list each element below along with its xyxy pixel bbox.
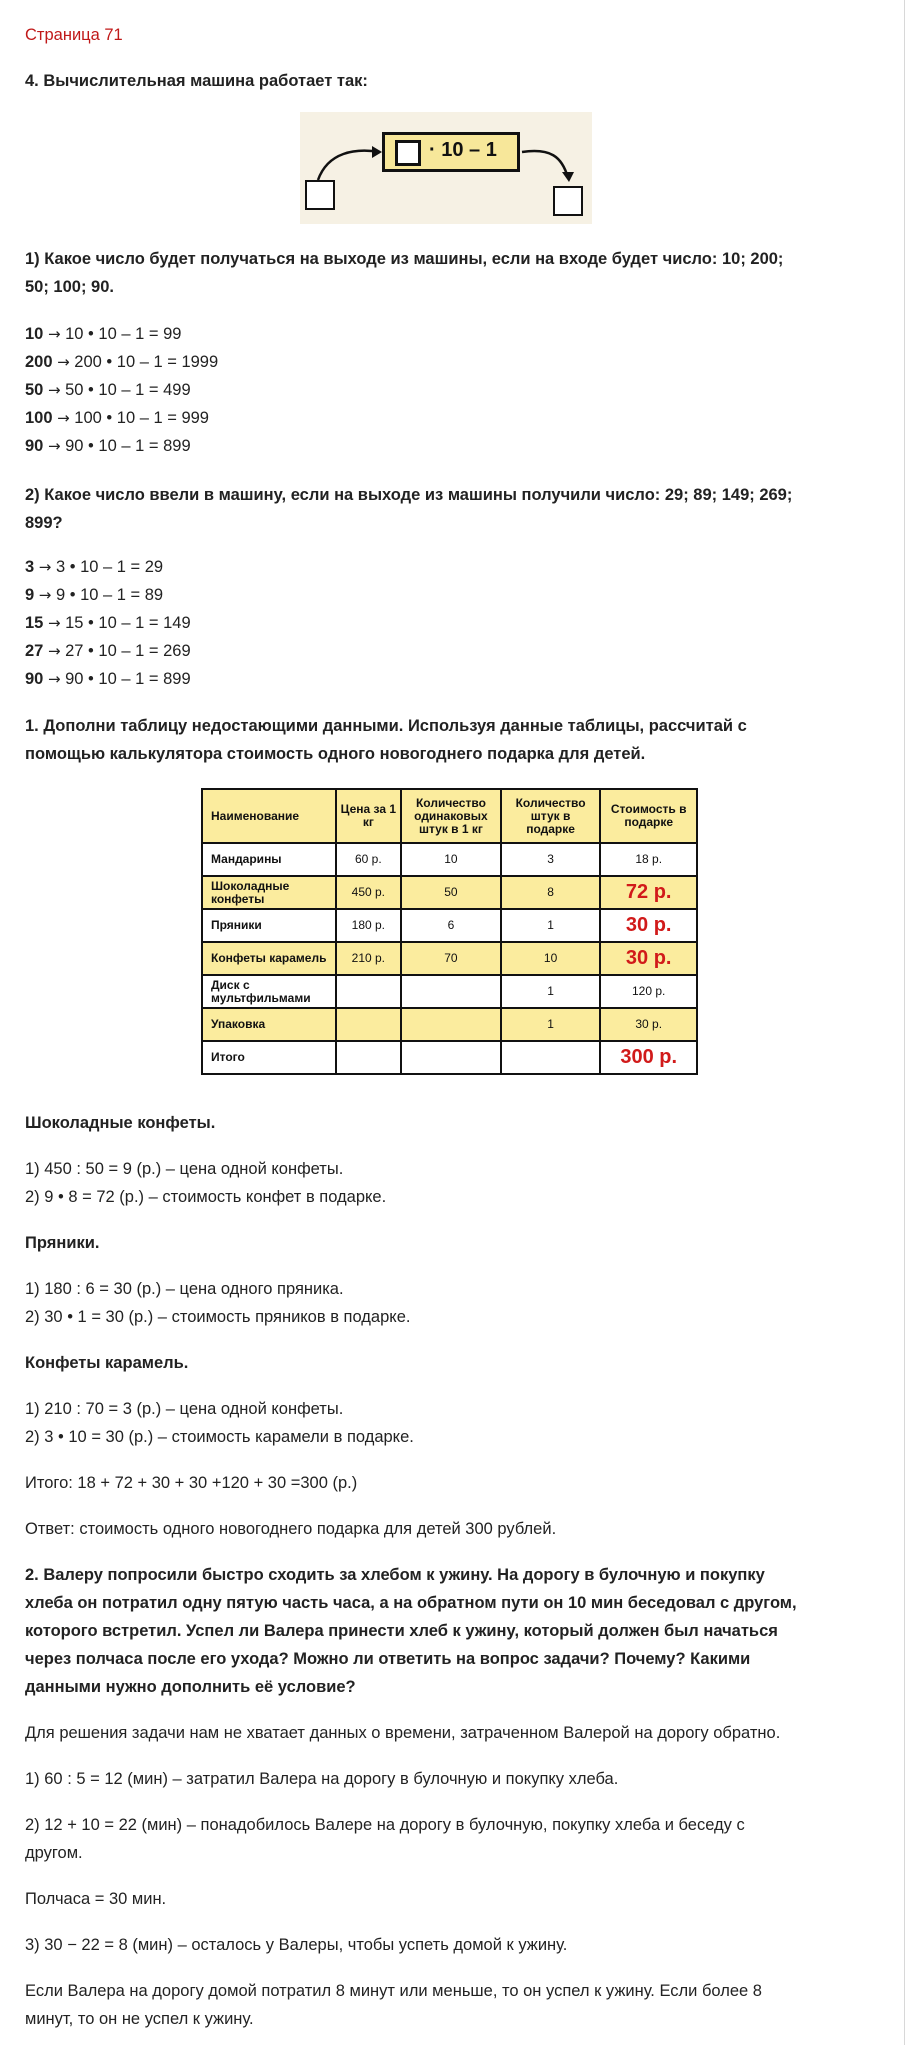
answer-expression: 15 • 10 – 1 = 149 — [60, 614, 191, 632]
answer-input: 9 — [25, 586, 35, 604]
table-cell-cost: 18 р. — [600, 843, 697, 876]
table-cell-cost: 30 р. — [600, 909, 697, 942]
table-row — [202, 942, 697, 975]
table-cell-per-kg: 70 — [401, 942, 501, 975]
answer2-row — [25, 609, 191, 637]
table-cell-per-kg: 6 — [401, 909, 501, 942]
table-cell-per-kg — [401, 1008, 501, 1041]
table-cell-name: Диск с мультфильмами — [202, 975, 336, 1008]
table-cell-cost: 120 р. — [600, 975, 697, 1008]
table-cell-in-gift: 8 — [501, 876, 601, 909]
answer-input: 90 — [25, 437, 44, 455]
task2-p3a: 2) 12 + 10 = 22 (мин) – понадобилось Валере на дорогу в булочную, покупку хлеба и беседу с — [25, 1816, 745, 1834]
answer-expression: 3 • 10 – 1 = 29 — [51, 558, 164, 576]
kar-step2: 2) 3 • 10 = 30 (р.) – стоимость карамели в подарке. — [25, 1428, 414, 1446]
table-cell-cost: 300 р. — [600, 1041, 697, 1074]
answer-input: 10 — [25, 325, 44, 343]
answer-expression: 90 • 10 – 1 = 899 — [60, 670, 191, 688]
table-cell-in-gift: 3 — [501, 843, 601, 876]
task2-p3b: другом. — [25, 1844, 83, 1862]
answer1-row — [25, 432, 191, 460]
arrow-icon: → — [47, 381, 61, 399]
gift-table — [201, 788, 698, 1075]
q1-line2: 50; 100; 90. — [25, 278, 114, 296]
table-row — [202, 975, 697, 1008]
task2-p1: Для решения задачи нам не хватает данных о времени, затраченном Валерой на дорогу обратно. — [25, 1724, 781, 1742]
table-cell-price: 210 р. — [336, 942, 401, 975]
task2-p6a: Если Валера на дорогу домой потратил 8 минут или меньше, то он успел к ужину. Если более 8 — [25, 1982, 762, 2000]
answer-expression: 100 • 10 – 1 = 999 — [69, 409, 209, 427]
table-header: Количество одинаковых штук в 1 кг — [401, 789, 501, 843]
table-cell-name: Шоколадные конфеты — [202, 876, 336, 909]
table-cell-per-kg: 50 — [401, 876, 501, 909]
answer-expression: 9 • 10 – 1 = 89 — [51, 586, 164, 604]
total-line: Итого: 18 + 72 + 30 + 30 +120 + 30 =300 (р.) — [25, 1474, 358, 1492]
arrow-icon: → — [47, 325, 61, 343]
table-cell-name: Пряники — [202, 909, 336, 942]
answer1-row — [25, 376, 191, 404]
answer-input: 15 — [25, 614, 44, 632]
answer2-row — [25, 553, 163, 581]
table-cell-price: 450 р. — [336, 876, 401, 909]
table-cell-price — [336, 1041, 401, 1074]
table-cell-price — [336, 1008, 401, 1041]
choc-title: Шоколадные конфеты. — [25, 1114, 216, 1132]
answer-input: 27 — [25, 642, 44, 660]
table-row — [202, 843, 697, 876]
table-cell-per-kg: 10 — [401, 843, 501, 876]
table-cell-cost: 30 р. — [600, 942, 697, 975]
answer1-row — [25, 404, 209, 432]
table-cell-cost: 72 р. — [600, 876, 697, 909]
task2-line: 2. Валеру попросили быстро сходить за хлебом к ужину. На дорогу в булочную и покупку — [25, 1566, 765, 1584]
table-cell-price: 180 р. — [336, 909, 401, 942]
answer2-row — [25, 637, 191, 665]
right-border — [904, 0, 905, 2045]
output-square — [553, 186, 583, 216]
kar-title: Конфеты карамель. — [25, 1354, 189, 1372]
answer1-row — [25, 348, 218, 376]
input-slot — [395, 140, 421, 166]
task2-p2: 1) 60 : 5 = 12 (мин) – затратил Валера на дорогу в булочную и покупку хлеба. — [25, 1770, 619, 1788]
arrow-icon: → — [47, 614, 61, 632]
answer-expression: 90 • 10 – 1 = 899 — [60, 437, 191, 455]
task2-p4: Полчаса = 30 мин. — [25, 1890, 167, 1908]
answer-expression: 200 • 10 – 1 = 1999 — [69, 353, 219, 371]
answer1-row — [25, 320, 181, 348]
arrow-icon: → — [47, 437, 61, 455]
task2-p5: 3) 30 − 22 = 8 (мин) – осталось у Валеры, чтобы успеть домой к ужину. — [25, 1936, 568, 1954]
input-square — [305, 180, 335, 210]
answer-input: 90 — [25, 670, 44, 688]
answer-input: 50 — [25, 381, 44, 399]
table-header: Количество штук в подарке — [501, 789, 601, 843]
page-title: Страница 71 — [25, 26, 123, 44]
table-cell-in-gift: 1 — [501, 909, 601, 942]
task2-line: которого встретил. Успел ли Валера принести хлеб к ужину, который должен был начаться — [25, 1622, 778, 1640]
table-cell-in-gift: 1 — [501, 1008, 601, 1041]
q2-line2: 899? — [25, 514, 63, 532]
table-cell-name: Мандарины — [202, 843, 336, 876]
table-header: Стоимость в подарке — [600, 789, 697, 843]
q1-line1: 1) Какое число будет получаться на выходе из машины, если на входе будет число: 10; 200; — [25, 250, 784, 268]
table-cell-per-kg — [401, 1041, 501, 1074]
answer-expression: 10 • 10 – 1 = 99 — [60, 325, 182, 343]
arrow-icon: → — [38, 586, 52, 604]
table-cell-in-gift — [501, 1041, 601, 1074]
table-header-row — [202, 789, 697, 843]
answer-input: 3 — [25, 558, 35, 576]
table-cell-name: Конфеты карамель — [202, 942, 336, 975]
arrow-icon: → — [57, 409, 70, 427]
table-row — [202, 909, 697, 942]
table-cell-per-kg — [401, 975, 501, 1008]
machine-operation: · 10 – 1 — [429, 139, 497, 161]
answer2-row — [25, 581, 163, 609]
table-header: Наименование — [202, 789, 336, 843]
machine-diagram — [300, 112, 592, 224]
table-row — [202, 1041, 697, 1074]
task2-line: через полчаса после его ухода? Можно ли ответить на вопрос задачи? Почему? Какими — [25, 1650, 751, 1668]
answer-line: Ответ: стоимость одного новогоднего подарка для детей 300 рублей. — [25, 1520, 557, 1538]
task1-heading-line2: помощью калькулятора стоимость одного новогоднего подарка для детей. — [25, 745, 646, 763]
arrow-icon: → — [57, 353, 70, 371]
task1-heading-line1: 1. Дополни таблицу недостающими данными. Используя данные таблицы, рассчитай с — [25, 717, 747, 735]
pry-step2: 2) 30 • 1 = 30 (р.) – стоимость пряников в подарке. — [25, 1308, 411, 1326]
task4-heading: 4. Вычислительная машина работает так: — [25, 72, 368, 90]
task2-p6b: минут, то он не успел к ужину. — [25, 2010, 254, 2028]
table-cell-cost: 30 р. — [600, 1008, 697, 1041]
table-cell-in-gift: 1 — [501, 975, 601, 1008]
table-cell-name: Упаковка — [202, 1008, 336, 1041]
table-header: Цена за 1 кг — [336, 789, 401, 843]
answer2-row — [25, 665, 191, 693]
pry-step1: 1) 180 : 6 = 30 (р.) – цена одного пряника. — [25, 1280, 344, 1298]
q2-line1: 2) Какое число ввели в машину, если на выходе из машины получили число: 29; 89; 149; 269; — [25, 486, 793, 504]
arrow-icon: → — [47, 642, 61, 660]
table-cell-in-gift: 10 — [501, 942, 601, 975]
answer-expression: 50 • 10 – 1 = 499 — [60, 381, 191, 399]
table-row — [202, 876, 697, 909]
machine-box — [382, 132, 520, 172]
choc-step2: 2) 9 • 8 = 72 (р.) – стоимость конфет в подарке. — [25, 1188, 387, 1206]
task2-line: данными нужно дополнить её условие? — [25, 1678, 356, 1696]
answer-input: 100 — [25, 409, 53, 427]
kar-step1: 1) 210 : 70 = 3 (р.) – цена одной конфеты. — [25, 1400, 344, 1418]
arrow-icon: → — [38, 558, 52, 576]
pry-title: Пряники. — [25, 1234, 100, 1252]
table-cell-name: Итого — [202, 1041, 336, 1074]
table-cell-price — [336, 975, 401, 1008]
choc-step1: 1) 450 : 50 = 9 (р.) – цена одной конфеты. — [25, 1160, 344, 1178]
arrow-icon: → — [47, 670, 61, 688]
answer-input: 200 — [25, 353, 53, 371]
table-cell-price: 60 р. — [336, 843, 401, 876]
table-row — [202, 1008, 697, 1041]
task2-line: хлеба он потратил одну пятую часть часа, а на обратном пути он 10 мин беседовал с другом, — [25, 1594, 797, 1612]
answer-expression: 27 • 10 – 1 = 269 — [60, 642, 191, 660]
